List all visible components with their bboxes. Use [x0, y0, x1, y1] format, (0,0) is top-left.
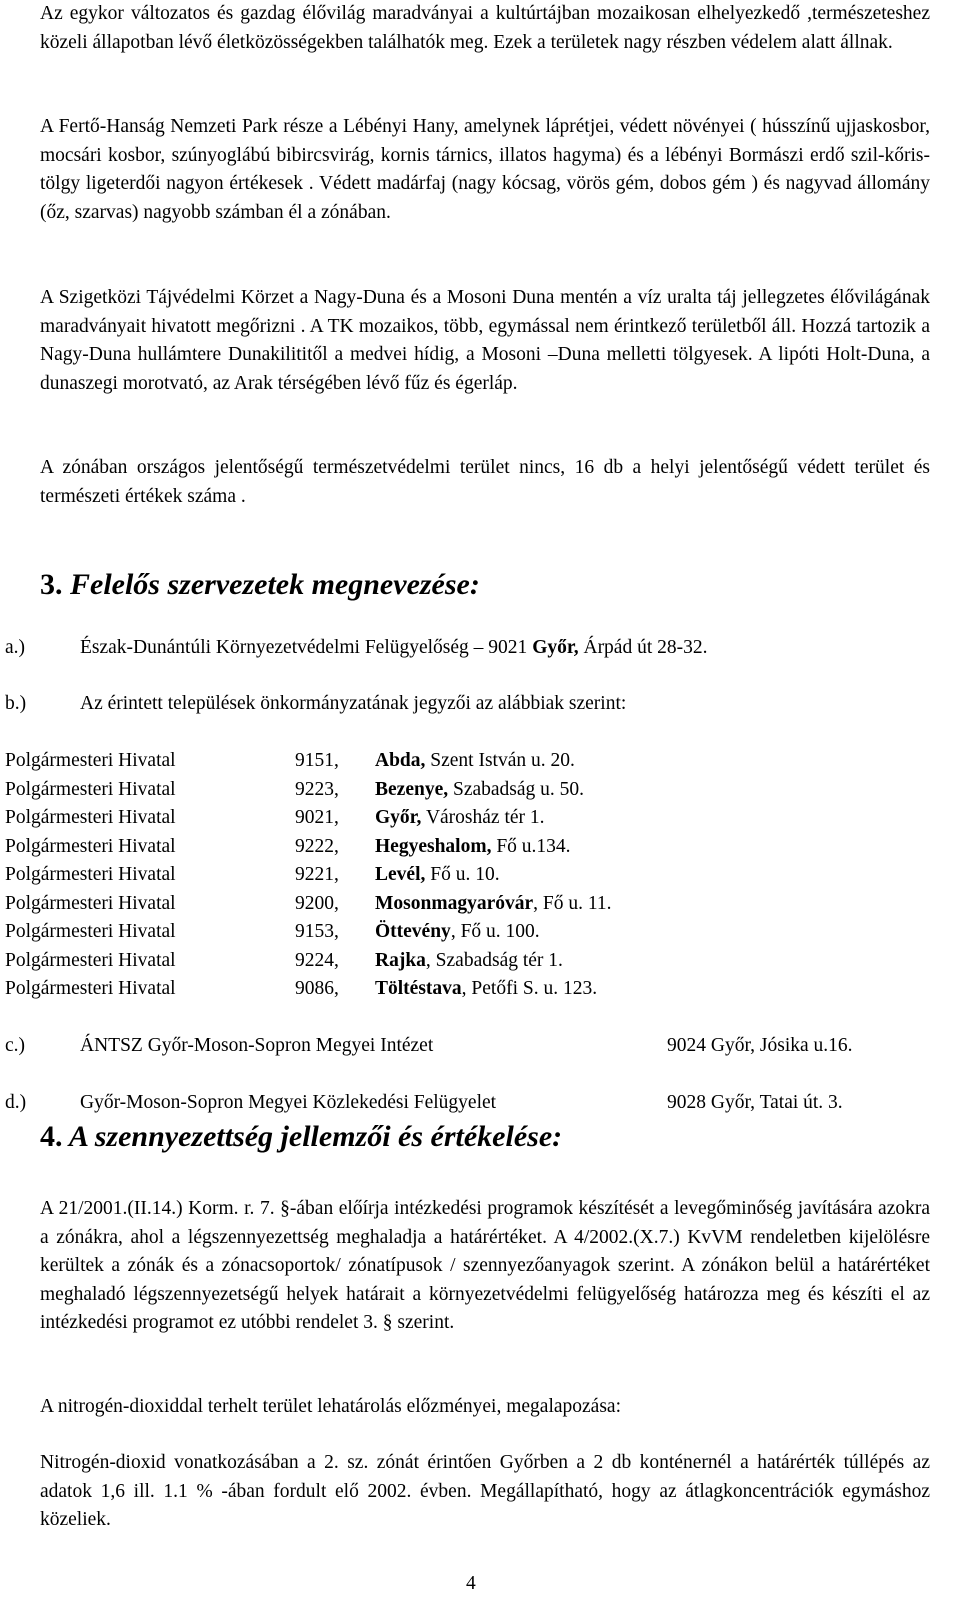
item-a-text: Észak-Dunántúli Környezetvédelmi Felügyelőség – 9021 Győr, Árpád út 28-32. [80, 637, 708, 658]
item-b-text: Az érintett települések önkormányzatának jegyzői az alábbiak szerint: [80, 693, 627, 714]
szigetkoz-paragraph: A Szigetközi Tájvédelmi Körzet a Nagy-Duna és a Mosoni Duna mentén a víz uralta táj jellegzetes élővilágának maradványait hivatott megőrizni . A TK mozaikos, több, egymással nem érintkező területből áll. Hozzá tartozik a Nagy-Duna hullámtere Dunakilititől a medvei hídig, a Mosoni –Duna melletti tölgyesek. A lipóti Holt-Duna, a dunaszegi morotvató, az Arak térségében lévő fűz és égerláp. [40, 287, 930, 394]
item-c [5, 1032, 925, 1060]
list-item: Polgármesteri Hivatal 9021, Győr, Városház tér 1. [5, 807, 545, 828]
item-a [5, 634, 925, 662]
list-item: Polgármesteri Hivatal 9086, Töltéstava, Petőfi S. u. 123. [5, 978, 598, 999]
ferto-hansag-paragraph: A Fertő-Hanság Nemzeti Park része a Lébényi Hany, amelynek láprétjei, védett növényei ( hússzínű ujjaskosbor, mocsári kosbor, szúnyoglábú bibircsvirág, kornis tárnics, illatos hagyma) és a lébényi Bormászi erdő szil-kőris-tölgy ligeterdői nagyon értékesek . Védett madárfaj (nagy kócsag, vörös gém, dobos gém ) és nagyvad állomány (őz, szarvas) nagyobb számban él a zónában. [40, 116, 930, 223]
zona-paragraph: A zónában országos jelentőségű természetvédelmi terület nincs, 16 db a helyi jelentőségű védett terület és természeti értékek száma . [40, 457, 930, 507]
nitrogen-intro: A nitrogén-dioxiddal terhelt terület lehatárolás előzményei, megalapozása: [40, 1396, 621, 1417]
item-d [5, 1089, 925, 1117]
section-3-heading [40, 567, 480, 603]
list-item: Polgármesteri Hivatal 9151, Abda, Szent István u. 20. [5, 750, 575, 771]
item-c-address: 9024 Győr, Jósika u.16. [667, 1035, 853, 1056]
item-b-letter: b.) [5, 693, 27, 714]
korm-paragraph: A 21/2001.(II.14.) Korm. r. 7. §-ában előírja intézkedési programok készítését a levegőminőség javítására azokra a zónákra, ahol a légszennyezettség meghaladja a határértéket. A 4/2002.(X.7.) KvVM rendeletben kijelölésre kerültek a zónák és a zónacsoportok/ zónatípusok / szennyezőanyagok szerint. A zónákon belül a határértéket meghaladó légszennyezetségű helyek határait a környezetvédelmi felügyelőség határozza meg és készíti el az intézkedési programot ez utóbbi rendelet 3. § szerint. [40, 1198, 930, 1333]
section-4-number: 4. [40, 1120, 63, 1153]
item-b [5, 690, 925, 718]
item-a-letter: a.) [5, 637, 26, 658]
list-item: Polgármesteri Hivatal 9224, Rajka, Szabadság tér 1. [5, 950, 563, 971]
item-d-address: 9028 Győr, Tatai út. 3. [667, 1092, 843, 1113]
item-d-letter: d.) [5, 1092, 27, 1113]
item-d-text: Győr-Moson-Sopron Megyei Közlekedési Felügyelet [80, 1092, 497, 1113]
list-item: Polgármesteri Hivatal 9223, Bezenye, Szabadság u. 50. [5, 779, 585, 800]
section-3-title: Felelős szervezetek megnevezése: [70, 568, 480, 601]
list-item: Polgármesteri Hivatal 9222, Hegyeshalom, Fő u.134. [5, 836, 571, 857]
section-3-number: 3. [40, 568, 63, 601]
section-4-title: A szennyezettség jellemzői és értékelése: [68, 1120, 563, 1153]
list-item: Polgármesteri Hivatal 9200, Mosonmagyaróvár, Fő u. 11. [5, 893, 612, 914]
list-item: Polgármesteri Hivatal 9221, Levél, Fő u. 10. [5, 864, 500, 885]
intro-paragraph: Az egykor változatos és gazdag élővilág maradványai a kultúrtájban mozaikosan elhelyezkedő ,természeteshez közeli állapotban lévő életközösségekben találhatók meg. Ezek a területek nagy részben védelem alatt állnak. [40, 3, 930, 53]
list-item: Polgármesteri Hivatal 9153, Öttevény, Fő u. 100. [5, 921, 540, 942]
item-c-text: ÁNTSZ Győr-Moson-Sopron Megyei Intézet [80, 1035, 434, 1056]
item-c-letter: c.) [5, 1035, 26, 1056]
section-4-heading [40, 1119, 562, 1155]
page-number: 4 [466, 1573, 476, 1594]
nitrogen-paragraph: Nitrogén-dioxid vonatkozásában a 2. sz. zónát érintően Győrben a 2 db konténernél a határérték túllépés az adatok 1,6 ill. 1.1 % -ában fordult elő 2002. évben. Megállapítható, hogy az átlagkoncentrációk egymáshoz közeliek. [40, 1452, 930, 1530]
